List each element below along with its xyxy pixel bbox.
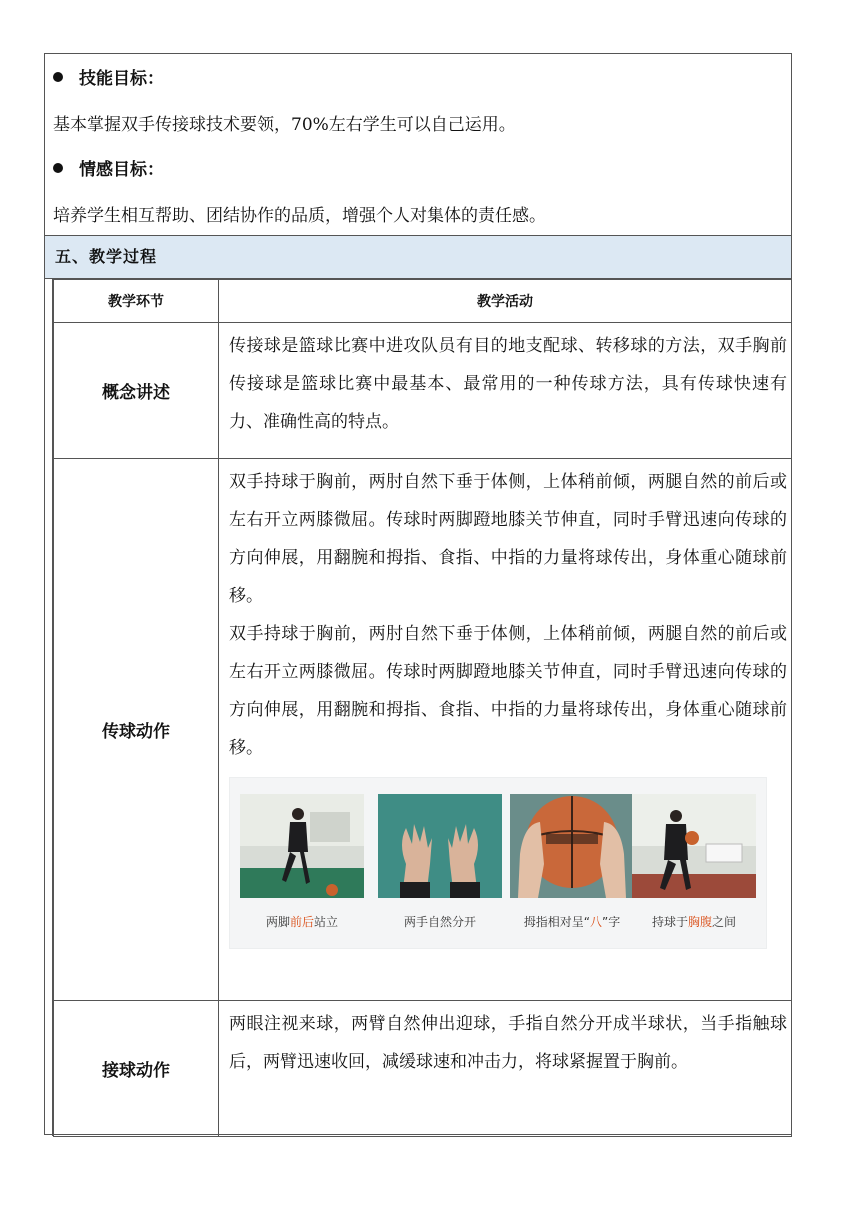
segment-cell: 概念讲述 — [54, 323, 219, 459]
caption-text: 拇指相对呈“ — [523, 915, 590, 929]
emotion-goal-title: 情感目标： — [79, 160, 164, 180]
table-row — [54, 1001, 792, 1137]
photo-hands-apart — [378, 794, 502, 898]
header-segment: 教学环节 — [54, 280, 219, 323]
activity-paragraph: 双手持球于胸前，两肘自然下垂于体侧，上体稍前倾，两腿自然的前后或左右开立两膝微屈。传球时两脚蹬地膝关节伸直，同时手臂迅速向传球的方向伸展，用翻腕和拇指、食指、中指的力量将球传出，身体重心随球前移。 — [229, 624, 787, 758]
table-row — [54, 459, 792, 1001]
photo-caption — [375, 914, 505, 930]
caption-text: 两脚 — [265, 915, 290, 929]
emotion-goal-text: 培养学生相互帮助、团结协作的品质，增强个人对集体的责任感。 — [53, 206, 546, 226]
caption-text: 持球于 — [651, 915, 688, 929]
table-header-row — [54, 280, 792, 323]
activity-cell — [219, 459, 792, 1001]
teaching-process-table — [53, 279, 792, 1137]
activity-paragraph: 传接球是篮球比赛中进攻队员有目的地支配球、转移球的方法，双手胸前传接球是篮球比赛中最基本、最常用的一种传球方法，具有传球快速有力、准确性高的特点。 — [229, 336, 787, 432]
photo-ball-chest — [632, 794, 756, 898]
header-activity: 教学活动 — [219, 280, 792, 323]
caption-text: 站立 — [314, 915, 339, 929]
lesson-plan-frame — [44, 53, 792, 1135]
photo-feet-stance — [240, 794, 364, 898]
caption-text: 之间 — [712, 915, 737, 929]
activity-cell — [219, 1001, 792, 1137]
caption-text: 两手自然分开 — [403, 915, 476, 929]
photo-caption — [507, 914, 637, 930]
activity-cell — [219, 323, 792, 459]
activity-paragraph: 两眼注视来球，两臂自然伸出迎球，手指自然分开成半球状，当手指触球后，两臂迅速收回，减缓球速和冲击力，将球紧握置于胸前。 — [229, 1014, 787, 1072]
photo-thumbs-eight — [510, 794, 634, 898]
skill-goal-title: 技能目标： — [79, 69, 164, 89]
skill-goal-text: 基本掌握双手传接球技术要领，70%左右学生可以自己运用。 — [53, 115, 516, 135]
passing-technique-photos — [229, 777, 767, 949]
segment-cell: 传球动作 — [54, 459, 219, 1001]
photo-caption — [237, 914, 367, 930]
activity-paragraph: 双手持球于胸前，两肘自然下垂于体侧，上体稍前倾，两腿自然的前后或左右开立两膝微屈。传球时两脚蹬地膝关节伸直，同时手臂迅速向传球的方向伸展，用翻腕和拇指、食指、中指的力量将球传出，身体重心随球前移。 — [229, 472, 787, 606]
caption-highlight: 前后 — [289, 915, 314, 929]
bullet-icon — [53, 72, 63, 82]
section-title: 五、教学过程 — [45, 235, 791, 279]
photo-caption — [629, 914, 759, 930]
caption-highlight: 八 — [589, 915, 602, 929]
caption-text: ”字 — [602, 915, 621, 929]
table-row — [54, 323, 792, 459]
skill-goal-heading — [53, 64, 164, 89]
bullet-icon — [53, 163, 63, 173]
segment-cell: 接球动作 — [54, 1001, 219, 1137]
emotion-goal-heading — [53, 155, 164, 180]
caption-highlight: 胸腹 — [687, 915, 712, 929]
